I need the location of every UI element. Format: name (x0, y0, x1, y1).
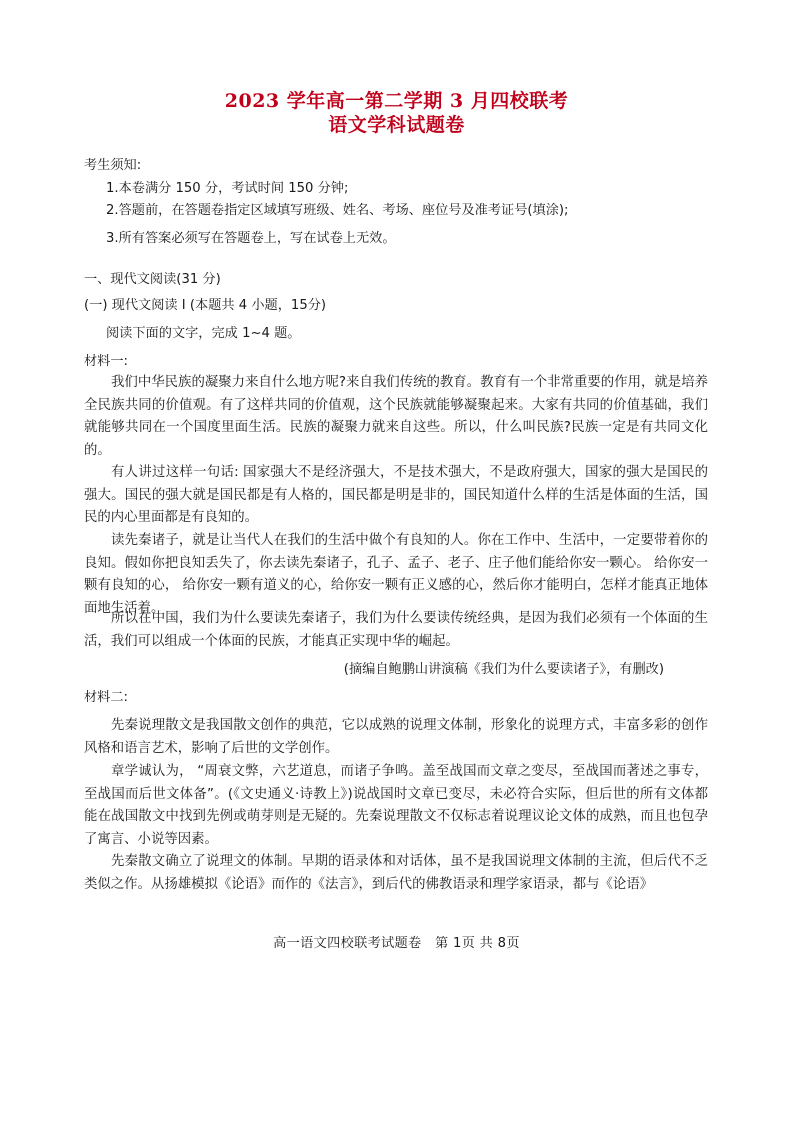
exam-subtitle: 语文学科试题卷 (328, 114, 465, 136)
reading-instruction: 阅读下面的文字，完成 1~4 题。 (106, 326, 301, 341)
notice-item-1: 1.本卷满分 150 分，考试时间 150 分钟; (106, 181, 349, 196)
material-2-paragraph: 先秦散文确立了说理文的体制。早期的语录体和对话体，虽不是我国说理文体制的主流，但后代不乏类似之作。从扬雄模拟《论语》而作的《法言》，到后代的佛教语录和理学家语录，都与《论语》 (84, 854, 708, 892)
material-2-paragraph: 先秦说理散文是我国散文创作的典范，它以成熟的说理文体制，形象化的说理方式，丰富多彩的创作风格和语言艺术，影响了后世的文学创作。 (84, 718, 708, 756)
sub-section-heading: (一) 现代文阅读 I (本题共 4 小题，15分) (84, 298, 327, 313)
notice-item-2: 2.答题前，在答题卷指定区域填写班级、姓名、考场、座位号及准考证号(填涂); (106, 203, 569, 218)
exam-title: 2023 学年高一第二学期 3 月四校联考 (224, 90, 569, 112)
material-1-label: 材料一: (84, 354, 129, 369)
material-1-source: (摘编自鲍鹏山讲演稿《我们为什么要读诸子》，有删改) (343, 662, 664, 677)
notice-heading: 考生须知: (84, 158, 142, 173)
material-2-label: 材料二: (84, 690, 129, 705)
material-1-paragraph: 我们中华民族的凝聚力来自什么地方呢?来自我们传统的教育。教育有一个非常重要的作用，就是培养全民族共同的价值观。有了这样共同的价值观，这个民族就能够凝聚起来。大家有共同的价值基础，我们就能够共同在一个国度里面生活。民族的凝聚力就来自这些。所以，什么叫民族?民族一定是有共同文化的。 (84, 375, 708, 458)
part-heading: 一、现代文阅读(31 分) (84, 272, 221, 287)
material-1-paragraph: 读先秦诸子，就是让当代人在我们的生活中做个有良知的人。你在工作中、生活中，一定要带着你的良知。假如你把良知丢失了，你去读先秦诸子，孔子、孟子、老子、庄子他们能给你安一颗心。 给你安一颗有良知的心， 给你安一颗有道义的心，给你安一颗有正义感的心，然后你才能明白，怎样才能真正地体面地生活着。 (84, 533, 708, 616)
material-1-paragraph: 所以在中国，我们为什么要读先秦诸子，我们为什么要读传统经典，是因为我们必须有一个体面的生活，我们可以组成一个体面的民族，才能真正实现中华的崛起。 (84, 611, 708, 649)
page-footer: 高一语文四校联考试题卷 第 1页 共 8页 (273, 936, 520, 951)
material-1-paragraph: 有人讲过这样一句话: 国家强大不是经济强大，不是技术强大，不是政府强大，国家的强大是国民的强大。国民的强大就是国民都是有人格的，国民都是明是非的，国民知道什么样的生活是体面的生活，国民的内心里面都是有良知的。 (84, 465, 708, 526)
notice-item-3: 3.所有答案必须写在答题卷上，写在试卷上无效。 (106, 231, 396, 246)
material-2-paragraph: 章学诚认为， “周衰文弊，六艺道息，而诸子争鸣。盖至战国而文章之变尽，至战国而著述之事专，至战国而后世文体备”。(《文史通义·诗教上》)说战国时文章已变尽，未必符合实际，但后世的所有文体都能在战国散文中找到先例或萌芽则是无疑的。先秦说理散文不仅标志着说理议论文体的成熟，而且也包孕了寓言、小说等因素。 (84, 764, 708, 847)
